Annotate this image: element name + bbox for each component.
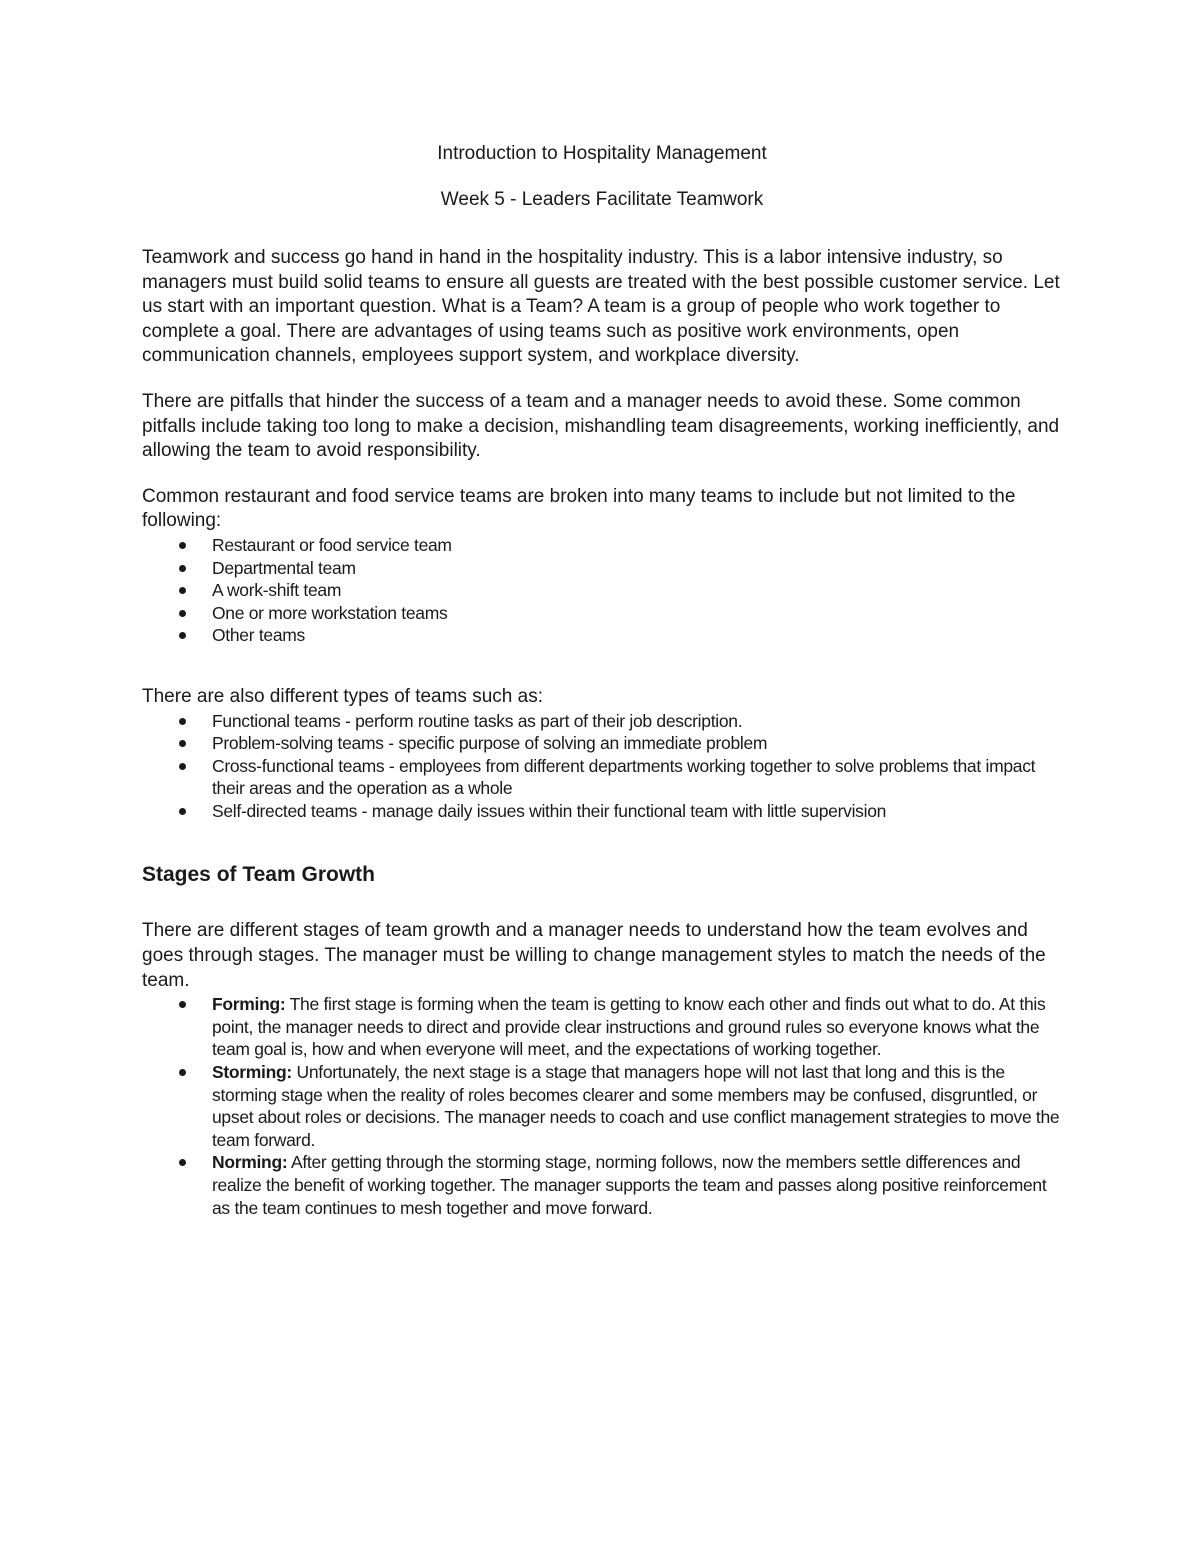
document-page — [142, 140, 1062, 1219]
bullet-icon — [179, 565, 186, 572]
bullet-icon — [179, 542, 186, 549]
team-types-paragraph: There are also different types of teams such as: — [142, 685, 543, 707]
bullet-icon — [179, 763, 186, 770]
list-item: A work-shift team — [212, 579, 1062, 602]
intro-paragraph: Teamwork and success go hand in hand in the hospitality industry. This is a labor intensive industry, so managers must build solid teams to ensure all guests are treated with the best possible customer service. Let us start with an important question. What is a Team? A team is a group of people who work together to complete a goal. There are advantages of using teams such as positive work environments, open communication channels, employees support system, and workplace diversity. — [142, 247, 1060, 367]
stage-label: Forming: — [212, 994, 286, 1015]
bullet-icon — [179, 1069, 186, 1076]
list-item — [212, 993, 1062, 1061]
team-types-list — [142, 710, 1062, 823]
list-item: Self-directed teams - manage daily issues within their functional team with little supervision — [212, 800, 1062, 823]
pitfalls-paragraph: There are pitfalls that hinder the success of a team and a manager needs to avoid these. Some common pitfalls include taking too long to make a decision, mishandling team disagreements, working inefficiently, and allowing the team to avoid responsibility. — [142, 390, 1060, 462]
bullet-icon — [179, 718, 186, 725]
stage-text: The first stage is forming when the team is getting to know each other and finds out what to do. At this point, the manager needs to direct and provide clear instructions and ground rules so everyone knows what the team goal is, how and when everyone will meet, and the expectations of working together. — [212, 994, 1046, 1060]
list-item: Other teams — [212, 624, 1062, 647]
stages-list — [142, 993, 1062, 1219]
stage-label: Storming: — [212, 1062, 292, 1083]
list-item — [212, 1061, 1062, 1151]
bullet-icon — [179, 610, 186, 617]
list-item: Departmental team — [212, 557, 1062, 580]
bullet-icon — [179, 632, 186, 639]
list-item: Problem-solving teams - specific purpose of solving an immediate problem — [212, 732, 1062, 755]
stage-text: After getting through the storming stage, norming follows, now the members settle differences and realize the benefit of working together. The manager supports the team and passes along positive reinforcement as the team continues to mesh together and move forward. — [212, 1152, 1047, 1218]
list-item: Cross-functional teams - employees from different departments working together to solve problems that impact their areas and the operation as a whole — [212, 755, 1062, 800]
document-title: Introduction to Hospitality Management — [437, 143, 767, 164]
bullet-icon — [179, 587, 186, 594]
list-item — [212, 1151, 1062, 1219]
team-list — [142, 534, 1062, 647]
bullet-icon — [179, 808, 186, 815]
bullet-icon — [179, 1001, 186, 1008]
list-item: Functional teams - perform routine tasks as part of their job description. — [212, 710, 1062, 733]
bullet-icon — [179, 1159, 186, 1166]
section-heading: Stages of Team Growth — [142, 863, 375, 887]
list-item: Restaurant or food service team — [212, 534, 1062, 557]
document-subtitle: Week 5 - Leaders Facilitate Teamwork — [440, 189, 764, 210]
team-categories-paragraph: Common restaurant and food service teams are broken into many teams to include but not limited to the following: — [142, 485, 1016, 532]
bullet-icon — [179, 740, 186, 747]
list-item: One or more workstation teams — [212, 602, 1062, 625]
stage-label: Norming: — [212, 1152, 288, 1173]
stage-text: Unfortunately, the next stage is a stage that managers hope will not last that long and this is the storming stage when the reality of roles becomes clearer and some members may be confused, disgruntled, or upset about roles or decisions. The manager needs to coach and use conflict management strategies to move the team forward. — [212, 1062, 1060, 1150]
stages-paragraph: There are different stages of team growth and a manager needs to understand how the team evolves and goes through stages. The manager must be willing to change management styles to match the needs of the team. — [142, 920, 1046, 991]
